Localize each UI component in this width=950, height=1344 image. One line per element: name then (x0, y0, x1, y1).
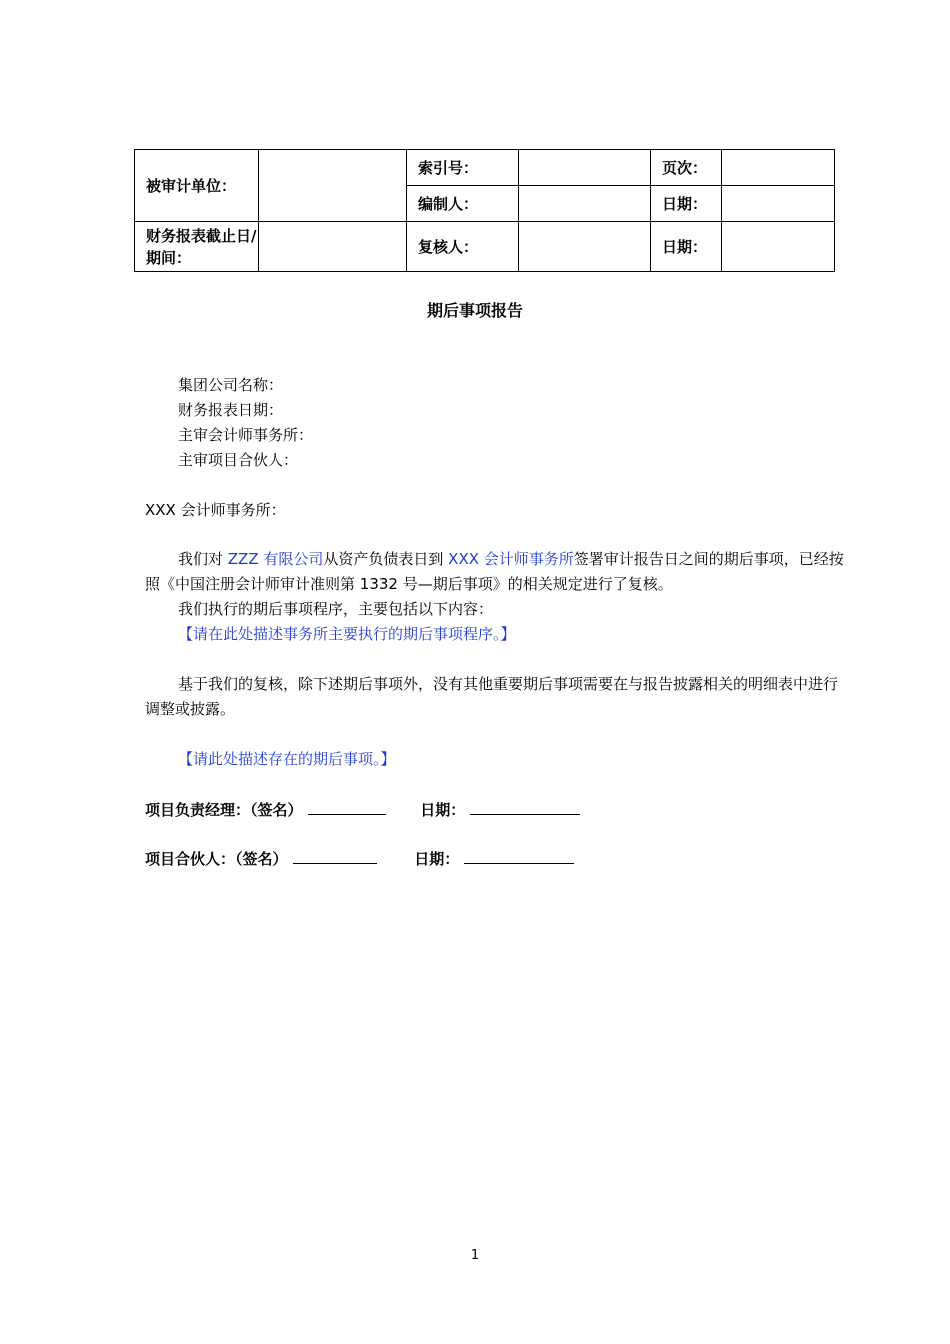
body-p1-prefix: 我们对 (178, 550, 228, 568)
page-count-value[interactable] (722, 150, 835, 186)
reviewer-label: 复核人： (407, 222, 519, 272)
lead-partner-line: 主审项目合伙人： (178, 451, 299, 469)
manager-signature-line[interactable] (308, 798, 386, 815)
page-count-label: 页次： (651, 150, 722, 186)
manager-signature-row (145, 798, 580, 822)
addressee-line: XXX 会计师事务所： (145, 501, 286, 519)
partner-signature-label: 项目合伙人：（签名） (145, 850, 288, 868)
partner-signature-row (145, 847, 574, 871)
body-paragraph-2: 我们执行的期后事项程序，主要包括以下内容： (178, 600, 494, 618)
body-p1-suffix: 签署审计报告日之间的期后事项，已经按照《中国注册会计师审计准则第 1332 号—期后事项》的相关规定进行了复核。 (145, 550, 844, 593)
body-paragraph-4: 基于我们的复核，除下述期后事项外，没有其他重要期后事项需要在与报告披露相关的明细表中进行调整或披露。 (145, 675, 839, 718)
partner-date-label: 日期： (414, 850, 460, 868)
lead-firm-line: 主审会计师事务所： (178, 426, 314, 444)
body-p1-mid: 从资产负债表日到 (323, 550, 449, 568)
subsequent-events-placeholder: 【请此处描述存在的期后事项。】 (178, 750, 396, 768)
procedures-placeholder: 【请在此处描述事务所主要执行的期后事项程序。】 (178, 625, 516, 643)
group-company-line: 集团公司名称： (178, 376, 284, 394)
header-info-table (134, 149, 835, 272)
prepare-date-label: 日期： (651, 186, 722, 222)
manager-date-line[interactable] (470, 798, 580, 815)
report-period-value[interactable] (259, 222, 407, 272)
manager-date-label: 日期： (420, 801, 466, 819)
page-number: 1 (470, 1248, 480, 1263)
prepare-date-value[interactable] (722, 186, 835, 222)
document-title: 期后事项报告 (426, 301, 523, 320)
partner-signature-line[interactable] (293, 847, 377, 864)
firm-name-placeholder: XXX 会计师事务所 (448, 550, 574, 568)
audited-unit-value[interactable] (259, 150, 407, 222)
preparer-label: 编制人： (407, 186, 519, 222)
review-date-label: 日期： (651, 222, 722, 272)
partner-date-line[interactable] (464, 847, 574, 864)
reviewer-value[interactable] (519, 222, 651, 272)
company-name-placeholder: ZZZ 有限公司 (227, 550, 324, 568)
report-date-line: 财务报表日期： (178, 401, 284, 419)
audited-unit-label: 被审计单位： (135, 150, 259, 222)
review-date-value[interactable] (722, 222, 835, 272)
report-period-label: 财务报表截止日/期间： (135, 222, 259, 272)
index-number-label: 索引号： (407, 150, 519, 186)
body-paragraph-1 (145, 547, 845, 597)
preparer-value[interactable] (519, 186, 651, 222)
index-number-value[interactable] (519, 150, 651, 186)
manager-signature-label: 项目负责经理：（签名） (145, 801, 303, 819)
